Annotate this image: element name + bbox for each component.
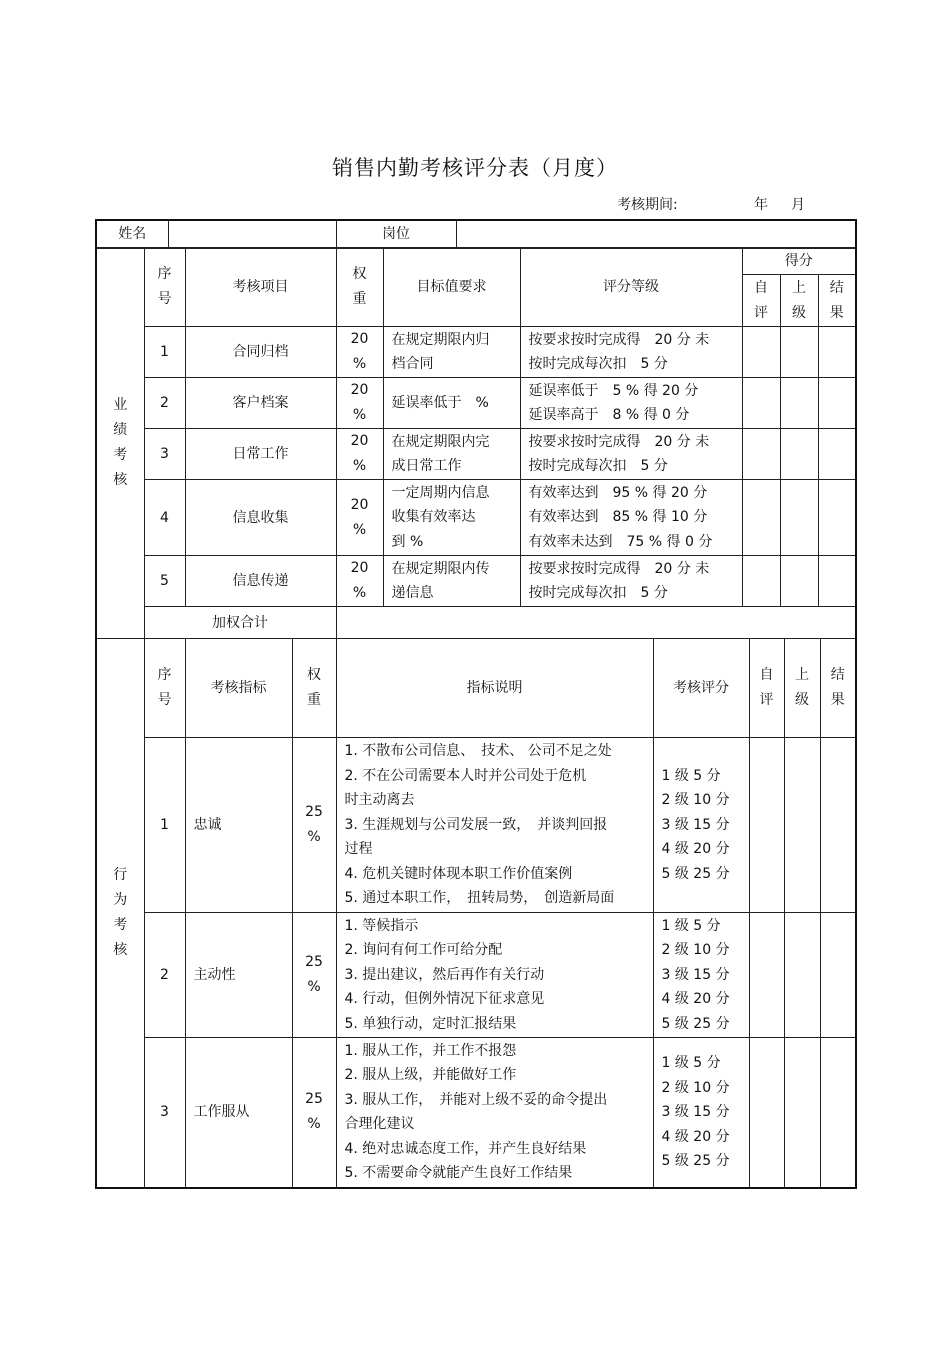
eval-line: 1 级 5 分 <box>661 767 721 784</box>
col-boss-char: 级 <box>792 304 806 321</box>
col-boss-char: 上 <box>792 279 806 296</box>
desc-line: 1. 等候指示 <box>344 917 419 934</box>
col-self-char: 评 <box>754 304 768 321</box>
eval-line: 3 级 15 分 <box>661 1104 730 1120</box>
row-item: 合同归档 <box>185 327 336 378</box>
score-self[interactable] <box>742 556 780 607</box>
table-row <box>96 378 856 429</box>
eval-line: 5 级 25 分 <box>661 865 730 882</box>
row-seq: 5 <box>144 556 185 607</box>
eval-line: 4 级 20 分 <box>661 1128 730 1145</box>
score-self[interactable] <box>742 429 780 480</box>
col-result <box>820 639 856 738</box>
score-boss[interactable] <box>780 480 818 556</box>
col-result <box>818 275 856 327</box>
col-desc: 指标说明 <box>336 639 653 738</box>
eval-line: 2 级 10 分 <box>661 942 730 959</box>
section-char: 考 <box>113 916 128 933</box>
target-line: 一定周期内信息 <box>391 484 490 501</box>
row-desc <box>336 738 653 913</box>
col-target: 目标值要求 <box>383 248 520 327</box>
desc-line: 时主动离去 <box>344 792 415 809</box>
grade-line: 延误率低于 5 % 得 20 分 <box>528 382 699 399</box>
weighted-total-label: 加权合计 <box>144 607 336 639</box>
row-target <box>383 556 520 607</box>
col-boss <box>780 275 818 327</box>
grade-line: 按时完成每次扣 5 分 <box>528 458 668 474</box>
col-seq-char: 序 <box>157 266 172 282</box>
row-seq: 4 <box>144 480 185 556</box>
score-result[interactable] <box>820 1038 856 1188</box>
target-line: 在规定期限内传 <box>391 560 490 577</box>
target-line: 到 % <box>391 533 424 550</box>
col-grade: 评分等级 <box>520 248 742 327</box>
row-grade <box>520 378 742 429</box>
score-self[interactable] <box>742 480 780 556</box>
behavior-section-label <box>96 639 144 1188</box>
weight-pct: % <box>352 585 367 601</box>
eval-line: 4 级 20 分 <box>661 991 730 1008</box>
row-item: 信息收集 <box>185 480 336 556</box>
weight-pct: % <box>352 458 367 474</box>
row-seq: 1 <box>144 327 185 378</box>
page-title: 销售内勤考核评分表（月度） <box>332 156 618 180</box>
table-row <box>96 913 856 1038</box>
row-seq: 1 <box>144 738 185 913</box>
desc-line: 5. 不需要命令就能产生良好工作结果 <box>344 1165 573 1182</box>
target-line: 在规定期限内归 <box>391 331 490 348</box>
weight-num: 20 <box>350 382 369 398</box>
col-weight <box>336 248 383 327</box>
row-desc <box>336 1038 653 1188</box>
desc-line: 合理化建议 <box>344 1116 415 1133</box>
table-row <box>96 1038 856 1188</box>
period-label: 考核期间: <box>617 197 678 213</box>
grade-line: 按时完成每次扣 5 分 <box>528 585 668 601</box>
target-line: 成日常工作 <box>391 458 462 474</box>
performance-table <box>95 247 857 639</box>
period-month: 月 <box>791 197 805 213</box>
desc-line: 3. 提出建议，然后再作有关行动 <box>344 966 545 983</box>
col-self-char: 自 <box>759 667 774 683</box>
row-weight <box>336 378 383 429</box>
score-result[interactable] <box>818 480 856 556</box>
col-result-char: 结 <box>830 667 845 683</box>
row-grade <box>520 429 742 480</box>
row-grade <box>520 327 742 378</box>
weight-pct: % <box>307 1116 321 1133</box>
col-eval: 考核评分 <box>653 639 749 738</box>
row-target <box>383 378 520 429</box>
score-result[interactable] <box>818 327 856 378</box>
desc-line: 4. 行动，但例外情况下征求意见 <box>344 991 545 1008</box>
section-char: 业 <box>113 397 128 413</box>
row-indicator: 工作服从 <box>185 1038 292 1188</box>
score-self[interactable] <box>742 378 780 429</box>
row-grade <box>520 556 742 607</box>
eval-line: 5 级 25 分 <box>661 1015 730 1032</box>
col-seq <box>144 639 185 738</box>
row-seq: 2 <box>144 378 185 429</box>
row-indicator: 忠诚 <box>185 738 292 913</box>
col-result-char: 结 <box>829 279 844 296</box>
col-weight-char: 重 <box>352 291 367 307</box>
desc-line: 5. 单独行动，定时汇报结果 <box>344 1015 517 1032</box>
row-weight <box>336 429 383 480</box>
grade-line: 有效率未达到 75 % 得 0 分 <box>528 533 713 550</box>
grade-line: 延误率高于 8 % 得 0 分 <box>528 407 690 423</box>
row-weight <box>336 556 383 607</box>
score-result[interactable] <box>818 429 856 480</box>
grade-line: 按时完成每次扣 5 分 <box>528 356 668 372</box>
grade-line: 按要求按时完成得 20 分 未 <box>528 331 710 348</box>
score-boss[interactable] <box>784 1038 820 1188</box>
grade-line: 按要求按时完成得 20 分 未 <box>528 560 710 577</box>
weight-num: 20 <box>350 560 369 576</box>
row-weight <box>336 327 383 378</box>
behavior-table <box>95 638 857 1189</box>
weight-pct: % <box>307 829 321 845</box>
table-row <box>96 327 856 378</box>
eval-line: 4 级 20 分 <box>661 841 730 858</box>
col-indicator: 考核指标 <box>185 639 292 738</box>
col-self <box>749 639 784 738</box>
header-table <box>95 219 857 249</box>
desc-line: 1. 不散布公司信息、 技术、 公司不足之处 <box>344 743 612 760</box>
col-self <box>742 275 780 327</box>
score-boss[interactable] <box>780 327 818 378</box>
desc-line: 4. 绝对忠诚态度工作，并产生良好结果 <box>344 1140 587 1157</box>
row-target <box>383 480 520 556</box>
name-label: 姓名 <box>96 220 168 248</box>
section-char: 为 <box>113 891 128 908</box>
eval-line: 1 级 5 分 <box>661 917 721 934</box>
row-weight <box>292 738 336 913</box>
weight-pct: % <box>352 356 367 372</box>
col-item: 考核项目 <box>185 248 336 327</box>
row-item: 信息传递 <box>185 556 336 607</box>
section-char: 核 <box>113 941 128 958</box>
row-item: 客户档案 <box>185 378 336 429</box>
col-weight-char: 重 <box>307 692 321 708</box>
weight-num: 20 <box>350 331 369 347</box>
row-eval <box>653 1038 749 1188</box>
table-row <box>96 480 856 556</box>
row-eval <box>653 913 749 1038</box>
desc-line: 5. 通过本职工作， 扭转局势， 创造新局面 <box>344 890 615 907</box>
section-char: 绩 <box>113 422 128 438</box>
target-line: 收集有效率达 <box>391 509 476 526</box>
score-result[interactable] <box>820 913 856 1038</box>
weight-num: 25 <box>305 1091 323 1108</box>
col-weight <box>292 639 336 738</box>
row-target <box>383 429 520 480</box>
weighted-total-row <box>96 607 856 639</box>
target-line: 延误率低于 % <box>391 394 489 411</box>
row-seq: 3 <box>144 1038 185 1188</box>
desc-line: 4. 危机关键时体现本职工作价值案例 <box>344 865 573 882</box>
desc-line: 1. 服从工作，并工作不报怨 <box>344 1042 517 1059</box>
table-row <box>96 738 856 913</box>
row-target <box>383 327 520 378</box>
eval-line: 2 级 10 分 <box>661 1079 730 1096</box>
row-seq: 3 <box>144 429 185 480</box>
table-row <box>96 556 856 607</box>
section-char: 考 <box>113 447 128 463</box>
col-seq-char: 号 <box>157 692 172 708</box>
section-char: 核 <box>113 472 128 488</box>
col-seq <box>144 248 185 327</box>
target-line: 档合同 <box>391 356 434 372</box>
score-boss[interactable] <box>780 378 818 429</box>
name-field[interactable] <box>168 220 336 248</box>
col-result-char: 果 <box>830 692 845 708</box>
desc-line: 2. 不在公司需要本人时并公司处于危机 <box>344 767 587 784</box>
eval-line: 5 级 25 分 <box>661 1153 730 1169</box>
grade-line: 有效率达到 95 % 得 20 分 <box>528 484 708 501</box>
col-boss-char: 级 <box>795 692 809 708</box>
desc-line: 3. 生涯规划与公司发展一致， 并谈判回报 <box>344 816 608 833</box>
post-label: 岗位 <box>336 220 456 248</box>
score-self[interactable] <box>749 738 784 913</box>
desc-line: 2. 询问有何工作可给分配 <box>344 942 503 959</box>
row-seq: 2 <box>144 913 185 1038</box>
row-item: 日常工作 <box>185 429 336 480</box>
score-boss[interactable] <box>784 913 820 1038</box>
score-boss[interactable] <box>784 738 820 913</box>
eval-line: 3 级 15 分 <box>661 966 730 983</box>
col-seq-char: 号 <box>157 291 172 307</box>
col-weight-char: 权 <box>307 667 321 683</box>
post-field[interactable] <box>456 220 856 248</box>
col-score: 得分 <box>742 248 856 275</box>
col-self-char: 自 <box>754 279 768 296</box>
col-seq-char: 序 <box>157 667 172 683</box>
weighted-total-value[interactable] <box>336 607 856 639</box>
score-self[interactable] <box>749 913 784 1038</box>
row-weight <box>336 480 383 556</box>
grade-line: 有效率达到 85 % 得 10 分 <box>528 509 708 526</box>
row-weight <box>292 913 336 1038</box>
row-desc <box>336 913 653 1038</box>
eval-line: 1 级 5 分 <box>661 1055 721 1071</box>
weight-num: 25 <box>305 954 323 970</box>
row-grade <box>520 480 742 556</box>
eval-line: 3 级 15 分 <box>661 816 730 833</box>
score-self[interactable] <box>742 327 780 378</box>
table-row <box>96 429 856 480</box>
weight-num: 20 <box>350 496 369 513</box>
weight-num: 20 <box>350 433 369 449</box>
desc-line: 过程 <box>344 841 373 858</box>
weight-num: 25 <box>305 804 323 820</box>
score-self[interactable] <box>749 1038 784 1188</box>
row-weight <box>292 1038 336 1188</box>
score-result[interactable] <box>818 556 856 607</box>
weight-pct: % <box>307 979 321 995</box>
score-boss[interactable] <box>780 556 818 607</box>
section-char: 行 <box>113 866 128 883</box>
period-year: 年 <box>754 197 768 213</box>
col-boss-char: 上 <box>795 667 809 683</box>
target-line: 递信息 <box>391 585 434 601</box>
col-boss <box>784 639 820 738</box>
desc-line: 3. 服从工作， 并能对上级不妥的命令提出 <box>344 1091 608 1108</box>
eval-line: 2 级 10 分 <box>661 792 730 809</box>
col-weight-char: 权 <box>352 266 367 282</box>
col-result-char: 果 <box>829 304 844 321</box>
row-indicator: 主动性 <box>185 913 292 1038</box>
weight-pct: % <box>352 407 367 423</box>
score-result[interactable] <box>820 738 856 913</box>
score-boss[interactable] <box>780 429 818 480</box>
desc-line: 2. 服从上级，并能做好工作 <box>344 1067 517 1084</box>
col-self-char: 评 <box>759 692 774 708</box>
score-result[interactable] <box>818 378 856 429</box>
row-eval <box>653 738 749 913</box>
weight-pct: % <box>352 521 367 538</box>
performance-section-label <box>96 248 144 639</box>
target-line: 在规定期限内完 <box>391 433 490 450</box>
grade-line: 按要求按时完成得 20 分 未 <box>528 433 710 450</box>
